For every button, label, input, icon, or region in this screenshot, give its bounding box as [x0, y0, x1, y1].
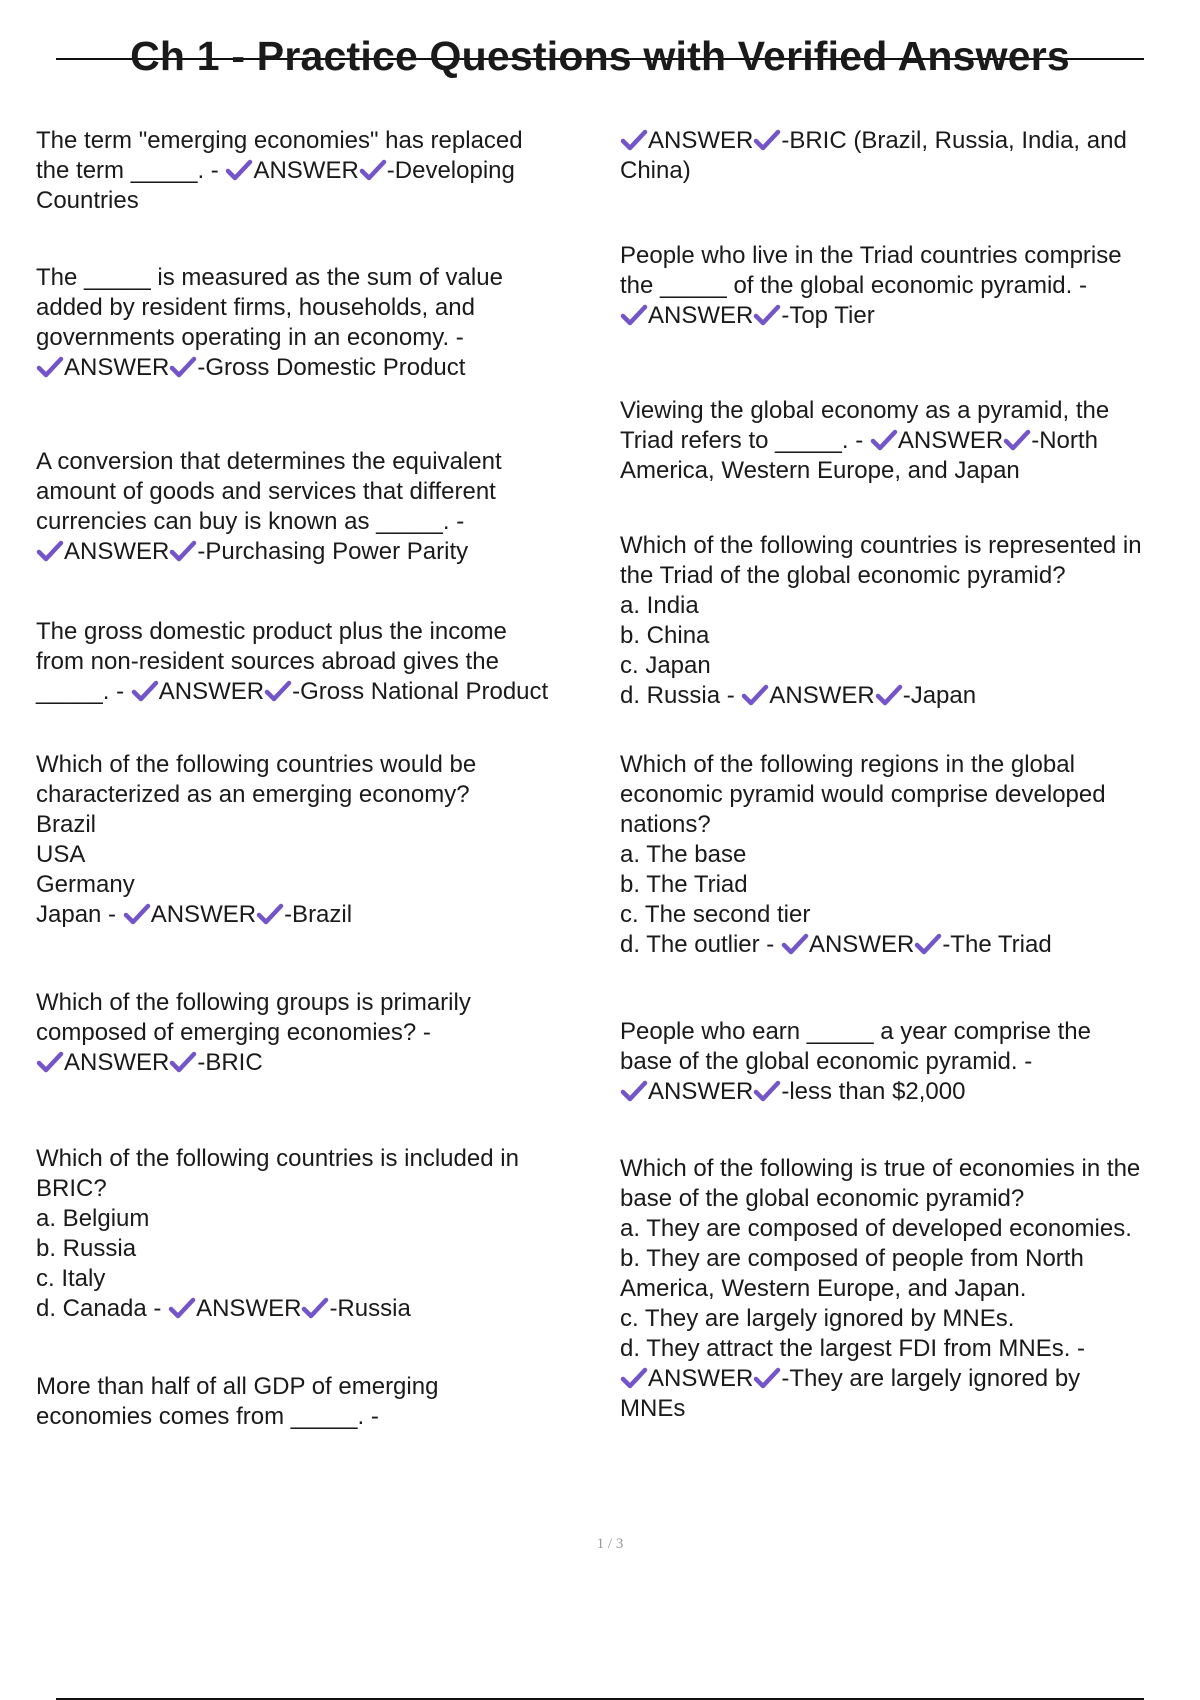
checkmark-icon [781, 932, 809, 956]
question-line [36, 780, 596, 810]
question-line [36, 323, 596, 353]
question-text: A conversion that determines the equivalent [36, 448, 502, 475]
checkmark-icon [753, 1079, 781, 1103]
question-item [620, 396, 1190, 486]
question-line [36, 507, 596, 537]
question-text: The _____ is measured as the sum of value [36, 264, 503, 291]
checkmark-icon [741, 683, 769, 707]
question-text: b. The Triad [620, 871, 748, 898]
question-text: characterized as an emerging economy? [36, 781, 470, 808]
answer-tag [620, 1078, 965, 1105]
answer-label: ANSWER [196, 1295, 302, 1322]
question-line [36, 617, 596, 647]
question-text: base of the global economic pyramid? [620, 1185, 1025, 1212]
question-line [36, 156, 596, 186]
checkmark-icon [131, 679, 159, 703]
question-line [620, 1274, 1190, 1304]
question-line [36, 447, 596, 477]
question-text: governments operating in an economy. - [36, 324, 464, 351]
question-line [36, 126, 596, 156]
question-line [36, 870, 596, 900]
checkmark-icon [264, 679, 292, 703]
question-line [620, 591, 1190, 621]
question-line [620, 900, 1190, 930]
question-text: nations? [620, 811, 711, 838]
question-text: Which of the following is true of economies in the [620, 1155, 1141, 1182]
question-line [36, 810, 596, 840]
question-line [620, 681, 1190, 711]
question-line [36, 1372, 596, 1402]
question-text: America, Western Europe, and Japan. [620, 1275, 1027, 1302]
question-line [620, 930, 1190, 960]
answer-label: ANSWER [158, 678, 265, 705]
question-line [620, 621, 1190, 651]
question-text: Which of the following countries is represented in [620, 532, 1142, 559]
question-line [36, 988, 596, 1018]
question-line [36, 1048, 596, 1078]
question-line [36, 900, 596, 930]
question-line [36, 1402, 596, 1432]
answer-label: ANSWER [808, 931, 915, 958]
answer-label: ANSWER [64, 538, 170, 565]
question-text: a. Belgium [36, 1205, 150, 1232]
question-text: c. They are largely ignored by MNEs. [620, 1305, 1015, 1332]
question-text: c. Japan [620, 652, 711, 679]
question-line [620, 1334, 1190, 1364]
question-line [36, 1018, 596, 1048]
answer-text: -They are largely ignored by [781, 1365, 1081, 1392]
question-line [36, 263, 596, 293]
question-text: Which of the following groups is primarily [36, 989, 471, 1016]
checkmark-icon [620, 303, 648, 327]
question-item [620, 1017, 1190, 1107]
question-text: _____. - [36, 678, 131, 705]
question-text: c. The second tier [620, 901, 811, 928]
question-text: base of the global economic pyramid. - [620, 1048, 1033, 1075]
checkmark-icon [123, 902, 151, 926]
question-line [36, 353, 596, 383]
question-text: BRIC? [36, 1175, 107, 1202]
question-text: c. Italy [36, 1265, 106, 1292]
answer-tag [620, 302, 875, 329]
question-line [620, 1304, 1190, 1334]
question-text: Germany [36, 871, 135, 898]
question-text: Japan - [36, 901, 123, 928]
question-line [620, 396, 1190, 426]
checkmark-icon [753, 128, 781, 152]
question-text: China) [620, 157, 691, 184]
question-item [36, 1372, 596, 1432]
question-line [620, 1047, 1190, 1077]
question-text: More than half of all GDP of emerging [36, 1373, 439, 1400]
question-line [620, 750, 1190, 780]
answer-tag [36, 354, 465, 381]
question-item [620, 1154, 1190, 1424]
question-text: composed of emerging economies? - [36, 1019, 431, 1046]
question-line [620, 561, 1190, 591]
question-line [36, 477, 596, 507]
question-line [620, 126, 1190, 156]
checkmark-icon [36, 1050, 64, 1074]
answer-tag [168, 1295, 411, 1322]
title-block [56, 28, 1144, 84]
answer-label: ANSWER [648, 1365, 754, 1392]
question-line [620, 1214, 1190, 1244]
answer-label: ANSWER [897, 427, 1004, 454]
answer-text: -Top Tier [781, 302, 875, 329]
checkmark-icon [169, 539, 197, 563]
question-line [36, 1204, 596, 1234]
question-text: d. Canada - [36, 1295, 169, 1322]
question-text: b. Russia [36, 1235, 137, 1262]
question-line [620, 241, 1190, 271]
question-line [620, 840, 1190, 870]
checkmark-icon [168, 1296, 196, 1320]
checkmark-icon [620, 1079, 648, 1103]
answer-text: -Gross National Product [292, 678, 549, 705]
question-text: a. India [620, 592, 699, 619]
question-item [620, 531, 1190, 711]
question-text: Triad refers to _____. - [620, 427, 870, 454]
question-item [36, 617, 596, 707]
question-text: America, Western Europe, and Japan [620, 457, 1020, 484]
answer-text: -less than $2,000 [781, 1078, 966, 1105]
answer-text: -Japan [902, 682, 977, 709]
question-line [36, 840, 596, 870]
question-line [36, 1234, 596, 1264]
question-line [620, 1364, 1190, 1394]
question-line [620, 780, 1190, 810]
question-item [36, 263, 596, 383]
question-line [36, 750, 596, 780]
question-text: d. They attract the largest FDI from MNEs. - [620, 1335, 1086, 1362]
question-text: The term "emerging economies" has replaced [36, 127, 523, 154]
question-text: d. The outlier - [620, 931, 781, 958]
checkmark-icon [1003, 428, 1031, 452]
question-text: currencies can buy is known as _____. - [36, 508, 465, 535]
question-line [620, 651, 1190, 681]
checkmark-icon [875, 683, 903, 707]
answer-label: ANSWER [64, 1049, 170, 1076]
checkmark-icon [169, 355, 197, 379]
question-line [620, 271, 1190, 301]
question-text: economies comes from _____. - [36, 1403, 379, 1430]
answer-tag [131, 678, 548, 705]
question-item [36, 988, 596, 1078]
question-line [36, 647, 596, 677]
question-line [620, 1077, 1190, 1107]
question-line [620, 1184, 1190, 1214]
answer-tag [36, 538, 468, 565]
checkmark-icon [256, 902, 284, 926]
answer-tag [870, 427, 1098, 454]
checkmark-icon [870, 428, 898, 452]
checkmark-icon [753, 303, 781, 327]
question-line [620, 531, 1190, 561]
question-line [620, 1244, 1190, 1274]
answer-label: ANSWER [648, 127, 754, 154]
question-line [36, 186, 596, 216]
question-item [36, 1144, 596, 1324]
answer-tag [36, 1049, 263, 1076]
answer-text: -Brazil [284, 901, 353, 928]
page-title: Ch 1 - Practice Questions with Verified Answers [130, 33, 1070, 79]
question-text: People who live in the Triad countries comprise [620, 242, 1122, 269]
question-line [36, 677, 596, 707]
question-text: MNEs [620, 1395, 686, 1422]
answer-label: ANSWER [253, 157, 359, 184]
question-item [620, 750, 1190, 960]
question-text: Which of the following countries is included in [36, 1145, 519, 1172]
question-line [620, 810, 1190, 840]
answer-text: -Gross Domestic Product [197, 354, 466, 381]
question-text: Viewing the global economy as a pyramid, the [620, 397, 1110, 424]
answer-text: -Russia [329, 1295, 411, 1322]
checkmark-icon [36, 355, 64, 379]
answer-tag [620, 1365, 1080, 1392]
checkmark-icon [753, 1366, 781, 1390]
answer-text: -BRIC (Brazil, Russia, India, and [781, 127, 1127, 154]
question-item [36, 126, 596, 216]
question-text: the term _____. - [36, 157, 226, 184]
checkmark-icon [301, 1296, 329, 1320]
question-text: Which of the following countries would be [36, 751, 477, 778]
question-text: amount of goods and services that different [36, 478, 496, 505]
checkmark-icon [620, 128, 648, 152]
answer-tag [123, 901, 352, 928]
answer-text: -BRIC [197, 1049, 263, 1076]
question-text: b. China [620, 622, 710, 649]
question-text: People who earn _____ a year comprise the [620, 1018, 1091, 1045]
page-number: 1 / 3 [596, 1536, 624, 1552]
question-line [36, 1294, 596, 1324]
answer-tag [781, 931, 1052, 958]
question-text: the _____ of the global economic pyramid. - [620, 272, 1087, 299]
answer-label: ANSWER [769, 682, 875, 709]
question-line [36, 537, 596, 567]
question-item [36, 447, 596, 567]
question-item [620, 126, 1190, 186]
question-line [36, 1264, 596, 1294]
question-line [620, 1394, 1190, 1424]
answer-text: -North [1031, 427, 1098, 454]
answer-tag [620, 127, 1127, 154]
answer-text: -Developing [386, 157, 515, 184]
question-text: economic pyramid would comprise developed [620, 781, 1106, 808]
answer-label: ANSWER [64, 354, 170, 381]
checkmark-icon [36, 539, 64, 563]
answer-label: ANSWER [648, 1078, 754, 1105]
question-text: a. They are composed of developed economies. [620, 1215, 1132, 1242]
question-item [36, 750, 596, 930]
answer-tag [741, 682, 976, 709]
question-text: added by resident firms, households, and [36, 294, 475, 321]
question-line [620, 426, 1190, 456]
question-line [36, 1144, 596, 1174]
question-line [36, 293, 596, 323]
checkmark-icon [620, 1366, 648, 1390]
question-text: the Triad of the global economic pyramid? [620, 562, 1066, 589]
question-line [620, 456, 1190, 486]
question-line [36, 1174, 596, 1204]
checkmark-icon [225, 158, 253, 182]
checkmark-icon [169, 1050, 197, 1074]
answer-text: -Purchasing Power Parity [197, 538, 469, 565]
question-line [620, 1017, 1190, 1047]
question-text: from non-resident sources abroad gives the [36, 648, 499, 675]
checkmark-icon [359, 158, 387, 182]
answer-tag [225, 157, 514, 184]
checkmark-icon [914, 932, 942, 956]
answer-text: -The Triad [942, 931, 1052, 958]
question-text: Countries [36, 187, 139, 214]
question-text: d. Russia - [620, 682, 742, 709]
answer-label: ANSWER [648, 302, 754, 329]
question-text: Brazil [36, 811, 97, 838]
question-text: The gross domestic product plus the income [36, 618, 507, 645]
question-text: Which of the following regions in the global [620, 751, 1075, 778]
answer-label: ANSWER [150, 901, 257, 928]
question-line [620, 156, 1190, 186]
question-line [620, 1154, 1190, 1184]
question-item [620, 241, 1190, 331]
question-text: a. The base [620, 841, 747, 868]
question-text: USA [36, 841, 86, 868]
question-text: b. They are composed of people from North [620, 1245, 1084, 1272]
question-line [620, 870, 1190, 900]
question-line [620, 301, 1190, 331]
